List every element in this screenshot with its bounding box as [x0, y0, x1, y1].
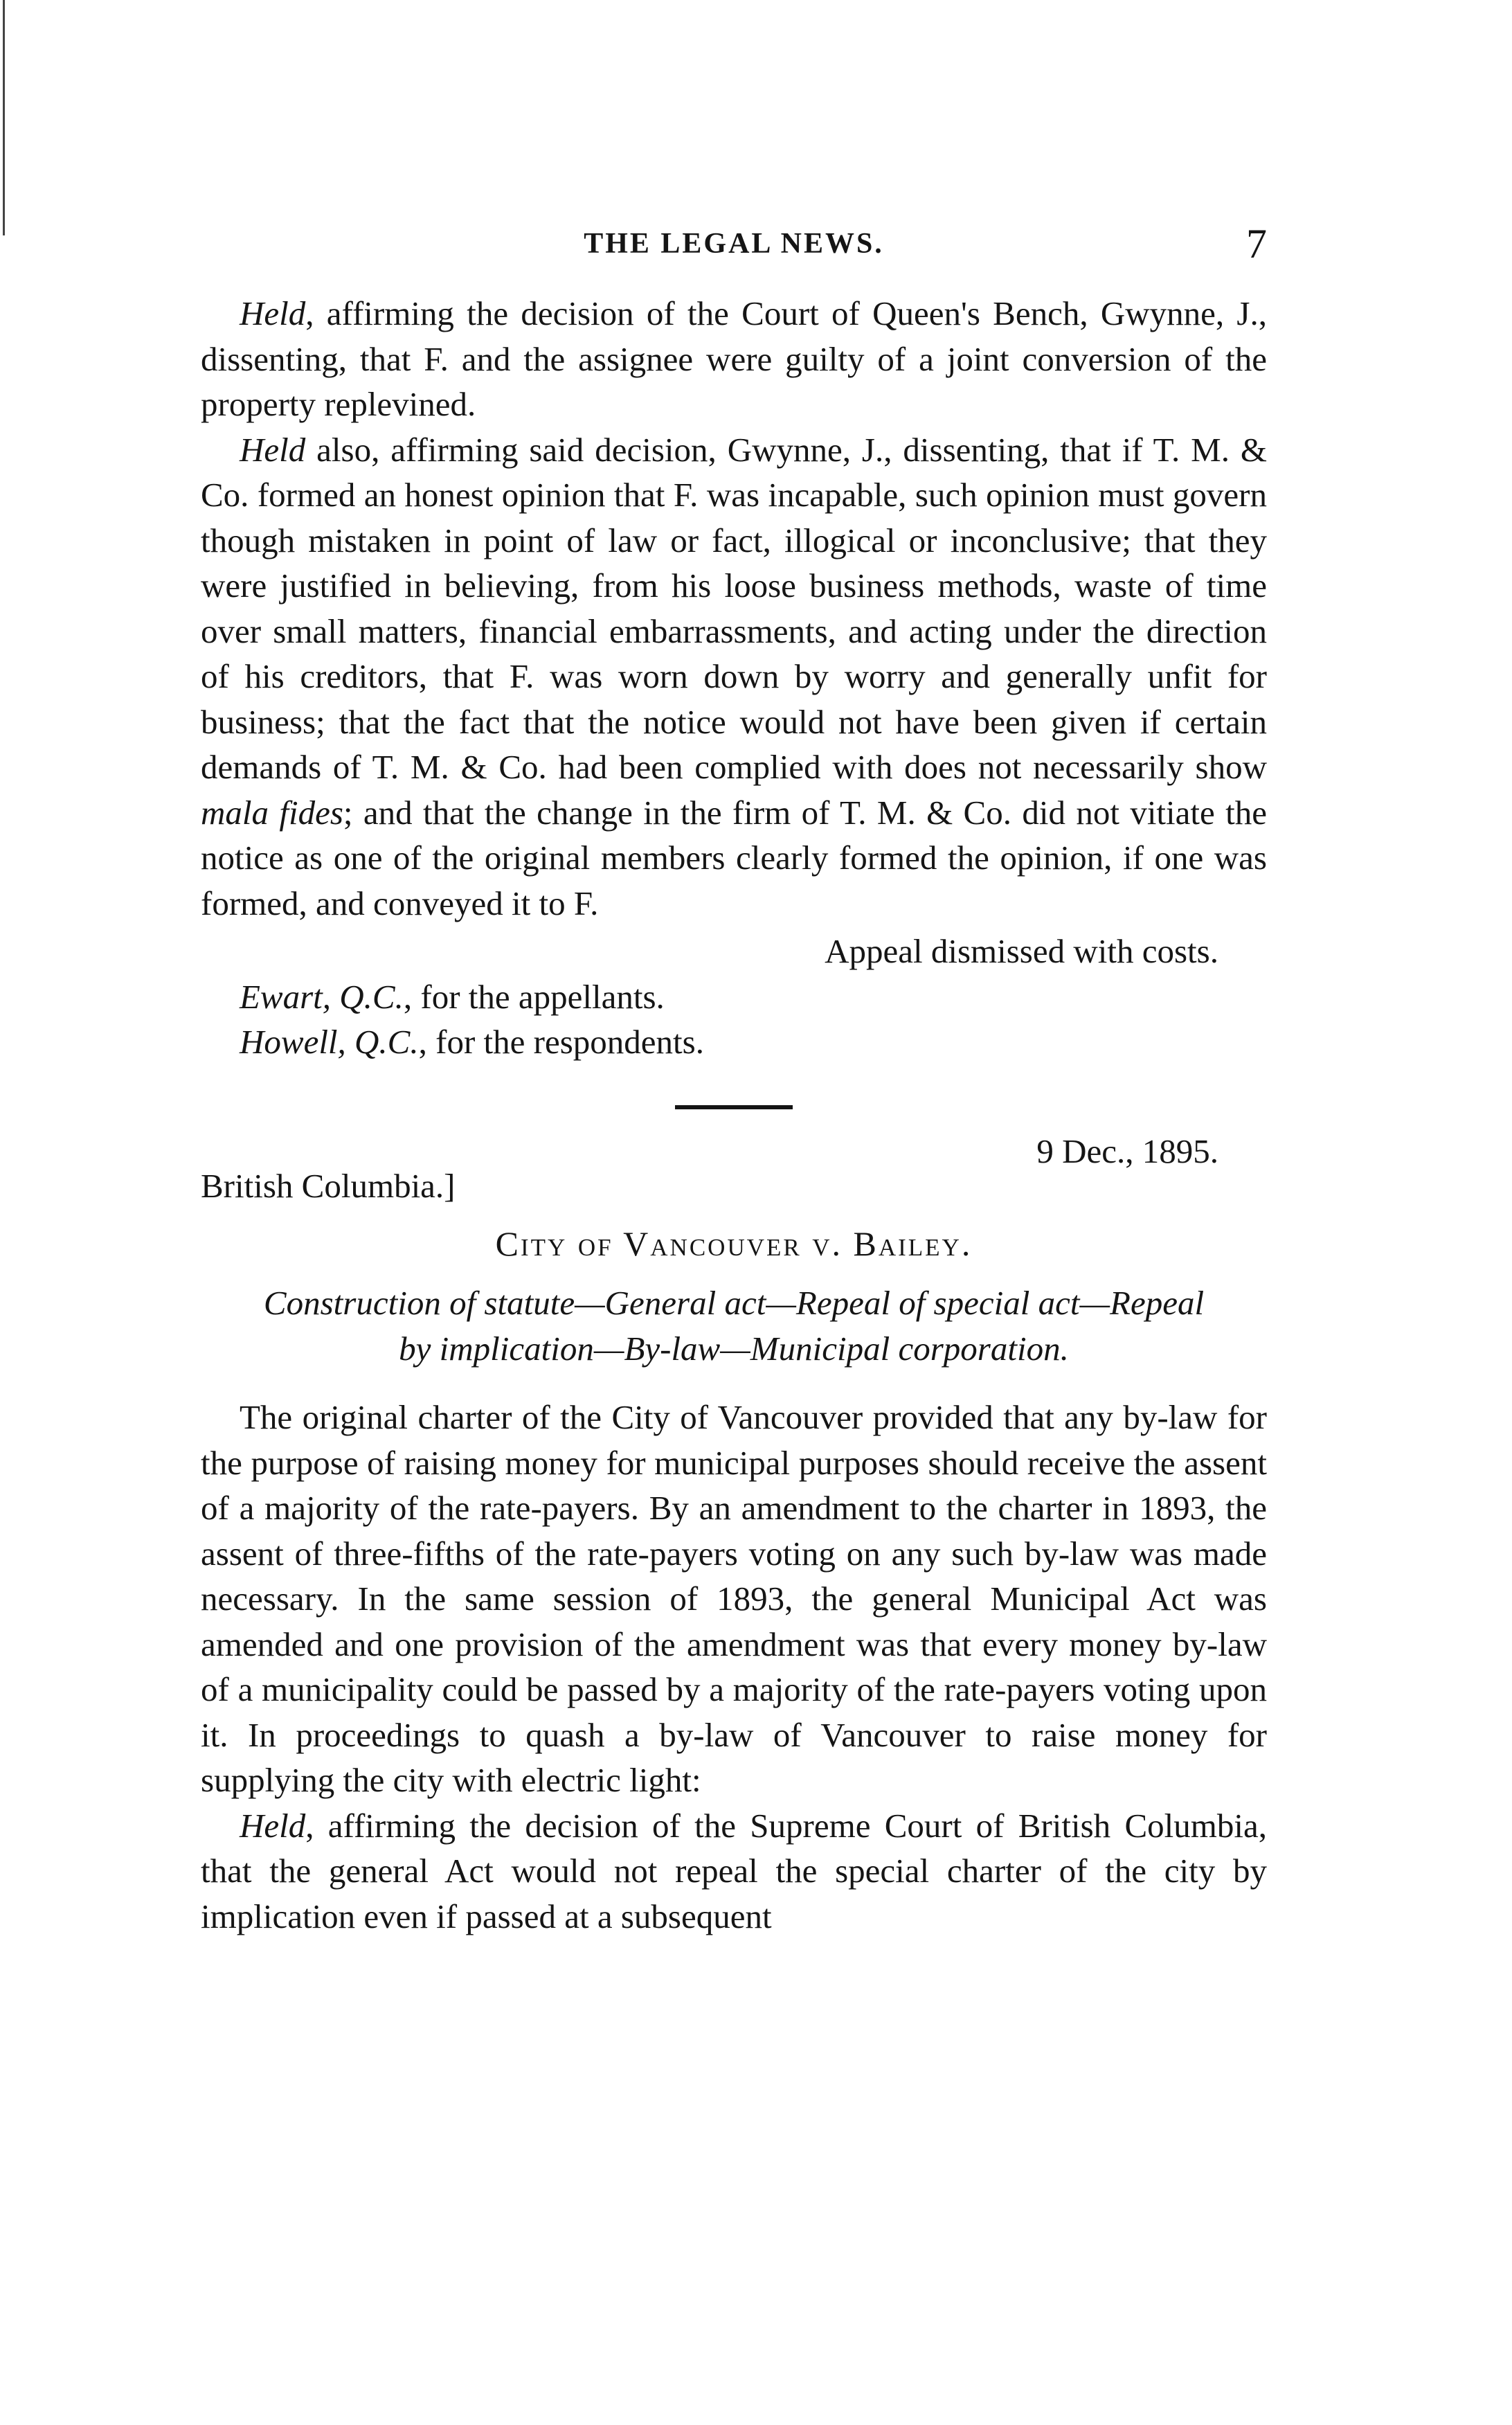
page-header [201, 220, 1267, 269]
case-subject [201, 1280, 1267, 1371]
page-number: 7 [1246, 221, 1267, 267]
disposition: Appeal dismissed with costs. [825, 932, 1218, 970]
subject-line-1: Construction of statute—General act—Repeal of special act—Repeal [263, 1284, 1205, 1322]
counsel-name: Howell, Q.C. [240, 1023, 419, 1061]
counsel-role: , for the appellants. [403, 977, 665, 1016]
held-lead: Held [240, 294, 306, 332]
latin-phrase: mala fides [201, 793, 343, 832]
held-lead: Held [240, 1806, 306, 1845]
facts-paragraph: The original charter of the City of Vancouver provided that any by-law for the purpose of raising money for municipal purposes should receive the assent of a majority of the rate-payers. By an amendment to the charter in 1893, the assent of three-fifths of the rate-payers voting on any such by-law was made necessary. In the same session of 1893, the general Municipal Act was amended and one provision of the amendment was that every money by-law of a municipality could be passed by a majority of the rate-payers voting upon it. In proceedings to quash a by-law of Vancouver to raise money for supplying the city with electric light: [201, 1398, 1267, 1799]
held-text-tail: ; and that the change in the firm of T. M. & Co. did not vitiate the notice as one of the original members clearly formed the opinion, if one was formed, and conveyed it to F. [201, 793, 1268, 922]
court-province: British Columbia.] [201, 1166, 456, 1205]
section-divider [675, 1105, 793, 1109]
counsel-respondents [201, 1019, 1267, 1065]
held-paragraph-3 [201, 1803, 1267, 1940]
held-lead: Held [240, 430, 306, 469]
running-title: THE LEGAL NEWS. [584, 228, 884, 260]
page-body [201, 291, 1267, 1939]
decision-date: 9 Dec., 1895. [1036, 1131, 1218, 1170]
held-paragraph-1 [201, 291, 1267, 427]
held-paragraph-2 [201, 427, 1267, 927]
counsel-name: Ewart, Q.C. [240, 977, 404, 1016]
held-text: also, affirming said decision, Gwynne, J., dissenting, that if T. M. & Co. formed an honest opinion that F. was incapable, such opinion must govern though mistaken in point of law or fact, illogical or inconclusive; that they were justified in believing, from his loose business methods, waste of time over small matters, financial embarrassments, and acting under the direction of his creditors, that F. was worn down by worry and generally unfit for business; that the fact that the notice would not have been given if certain demands of T. M. & Co. had been complied with does not necessarily show [201, 430, 1267, 786]
held-text: , affirming the decision of the Court of Queen's Bench, Gwynne, J., dissenting, that F. and the assignee were guilty of a joint conversion of the property replevined. [201, 294, 1267, 423]
counsel-appellants [201, 974, 1267, 1020]
scan-edge-line [3, 0, 5, 235]
held-text: , affirming the decision of the Supreme Court of British Columbia, that the general Act would not repeal the special charter of the city by implication even if passed at a subsequent [201, 1806, 1267, 1935]
counsel-role: , for the respondents. [418, 1023, 704, 1061]
case-dateline [201, 1129, 1267, 1212]
subject-line-2: by implication—By-law—Municipal corporation. [399, 1329, 1069, 1368]
case-title: City of Vancouver v. Bailey. [495, 1224, 973, 1263]
